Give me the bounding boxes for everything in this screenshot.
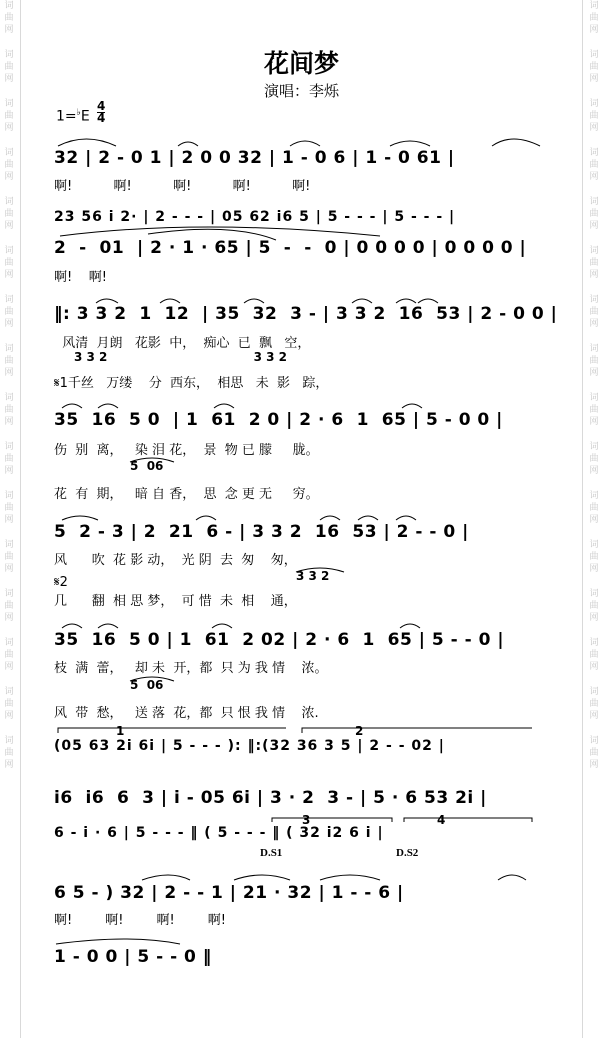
slur: [396, 299, 416, 303]
slur: [390, 141, 430, 146]
slur: [212, 624, 232, 628]
singer-credit: 演唱：李烁: [263, 82, 339, 100]
ds2-mark: D.S2: [396, 847, 419, 859]
watermark-text: 词 曲 网: [4, 148, 14, 182]
volta-bracket-2: [302, 728, 532, 733]
lyric-verse2-row-6: 几 翻 相 思 梦， 可 惜 未 相 通，: [54, 594, 297, 609]
watermark-text: 词 曲 网: [589, 589, 599, 623]
alt-notes-row-7: 5 06: [130, 678, 164, 692]
score-row-7: 35 16 5 0 | 1 61 2 02 | 2 · 6 1 65 | 5 - - 0 |: [54, 630, 505, 650]
score-row-6: 5 2 - 3 | 2 21 6 - | 3 3 2 16 53 | 2 - - 0 |: [54, 522, 469, 542]
slur: [396, 516, 416, 520]
watermark-text: 词 曲 网: [4, 1, 14, 35]
score-row-2: 23 56 i 2· | 2 - - - | 05 62 i6 5 | 5 - - - | 5 - - - |: [54, 209, 456, 225]
slur: [56, 939, 180, 944]
watermark-right: [588, 0, 600, 1038]
watermark-text: 词 曲 网: [4, 50, 14, 84]
slur: [290, 141, 320, 146]
slur: [352, 299, 372, 303]
score-row-12: 1 - 0 0 | 5 - - 0 ‖: [54, 947, 212, 967]
score-row-1: 32 | 2 - 0 1 | 2 0 0 32 | 1 - 0 6 | 1 - 0 61 |: [54, 148, 455, 168]
volta-1-number: 1: [116, 724, 125, 738]
watermark-text: 词 曲 网: [4, 491, 14, 525]
segno-2: 𝄋2: [54, 575, 275, 590]
left-margin-line: [20, 0, 21, 1038]
slur: [196, 516, 216, 520]
lyric-verse1-row-6: 风 吹 花 影 动， 光 阴 去 匆 匆，: [54, 553, 297, 568]
watermark-text: 词 曲 网: [589, 1, 599, 35]
slur: [58, 139, 116, 146]
slur: [320, 516, 340, 520]
watermark-text: 词 曲 网: [4, 295, 14, 329]
watermark-text: 词 曲 网: [4, 442, 14, 476]
score-row-4: ‖: 3 3 2 1 12 | 35 32 3 - | 3 3 2 16 53 | 2 - 0 0 |: [54, 304, 558, 324]
watermark-text: 词 曲 网: [589, 736, 599, 770]
watermark-text: 词 曲 网: [589, 99, 599, 133]
watermark-text: 词 曲 网: [589, 687, 599, 721]
watermark-left: [3, 0, 15, 1038]
score-row-8: (05 63 2i 6i | 5 - - - ): ‖:(32 36 3 5 | 2 - - 02 |: [54, 738, 445, 754]
watermark-text: 词 曲 网: [4, 197, 14, 231]
score-row-9: i6 i6 6 3 | i - 05 6i | 3 · 2 3 - | 5 · 6 53 2i |: [54, 788, 487, 808]
slur: [402, 404, 422, 408]
slur: [418, 299, 438, 303]
watermark-text: 词 曲 网: [589, 246, 599, 280]
score-row-11: 6 5 - ) 32 | 2 - - 1 | 21 · 32 | 1 - - 6 |: [54, 883, 404, 903]
watermark-text: 词 曲 网: [589, 50, 599, 84]
lyric-verse2-row-4: 𝄋1千丝 万缕 分 西东， 相思 未 影 踪，: [54, 376, 329, 391]
lyric-row-11: 啊! 啊! 啊! 啊!: [54, 913, 227, 928]
lyric-verse2-row-5: 花 有 期， 暗 自 香， 思 念 更 无 穷。: [54, 487, 319, 502]
watermark-text: 词 曲 网: [589, 442, 599, 476]
score-row-10: 6 - i · 6 | 5 - - - ‖ ( 5 - - - ‖ ( 32 i2 6 i |: [54, 825, 384, 841]
watermark-text: 词 曲 网: [589, 393, 599, 427]
slur: [142, 875, 190, 880]
watermark-text: 词 曲 网: [4, 638, 14, 672]
ds1-mark: D.S1: [260, 847, 283, 859]
slur: [62, 624, 82, 628]
watermark-text: 词 曲 网: [589, 148, 599, 182]
alt-notes-row-4: 3 3 2 3 3 2: [74, 350, 288, 364]
bracket-4-number: 4: [437, 813, 446, 827]
score-row-3: 2 - 01 | 2 · 1 · 65 | 5 - - 0 | 0 0 0 0 | 0 0 0 0 |: [54, 238, 527, 258]
watermark-text: 词 曲 网: [589, 540, 599, 574]
slur: [492, 139, 540, 146]
slur: [320, 875, 380, 880]
watermark-text: 词 曲 网: [589, 197, 599, 231]
watermark-text: 词 曲 网: [589, 638, 599, 672]
slur: [498, 875, 526, 880]
watermark-text: 词 曲 网: [4, 589, 14, 623]
watermark-text: 词 曲 网: [4, 540, 14, 574]
volta-2-number: 2: [355, 724, 364, 738]
lyric-row-3: 啊! 啊!: [54, 270, 107, 285]
song-title: 花间梦: [263, 49, 339, 78]
slur: [98, 404, 118, 408]
right-margin-line: [582, 0, 583, 1038]
watermark-text: 词 曲 网: [589, 491, 599, 525]
watermark-text: 词 曲 网: [4, 344, 14, 378]
bracket-3-number: 3: [302, 813, 311, 827]
lyric-verse2-row-7: 风 带 愁， 送 落 花，都 只 恨 我 情 浓.: [54, 706, 319, 721]
slur: [358, 516, 378, 520]
bracket-4: [404, 818, 532, 822]
slur: [244, 299, 264, 303]
slur: [62, 516, 98, 520]
alt-notes-row-5: 5 06: [130, 459, 164, 473]
watermark-text: 词 曲 网: [589, 295, 599, 329]
lyric-verse1-row-4: 风清 月朗 花影 中， 痴心 已 飘 空，: [54, 336, 311, 351]
lyric-verse1-row-7: 枝 满 蕾， 却 未 开，都 只 为 我 情 浓。: [54, 661, 328, 676]
watermark-text: 词 曲 网: [4, 736, 14, 770]
slur: [400, 624, 420, 628]
time-signature: 4 4: [97, 99, 106, 125]
slur: [98, 624, 118, 628]
key-signature: 1=♭E: [56, 108, 90, 125]
watermark-text: 词 曲 网: [4, 99, 14, 133]
watermark-text: 词 曲 网: [589, 344, 599, 378]
bracket-3: [272, 818, 392, 822]
slur: [60, 227, 380, 236]
watermark-text: 词 曲 网: [4, 687, 14, 721]
lyric-verse1-row-5: 伤 别 离， 染 泪 花， 景 物 已 朦 胧。: [54, 443, 319, 458]
volta-bracket-1: [58, 728, 286, 733]
watermark-text: 词 曲 网: [4, 246, 14, 280]
score-row-5: 35 16 5 0 | 1 61 2 0 | 2 · 6 1 65 | 5 - 0 0 |: [54, 410, 503, 430]
slur: [214, 404, 234, 408]
alt-notes-row-6: 3 3 2: [296, 569, 330, 583]
slur: [234, 875, 290, 880]
lyric-row-1: 啊! 啊! 啊! 啊! 啊!: [54, 179, 311, 194]
slur: [160, 299, 180, 303]
slur: [96, 299, 118, 303]
watermark-text: 词 曲 网: [4, 393, 14, 427]
slur: [62, 404, 82, 408]
slur: [178, 142, 198, 146]
